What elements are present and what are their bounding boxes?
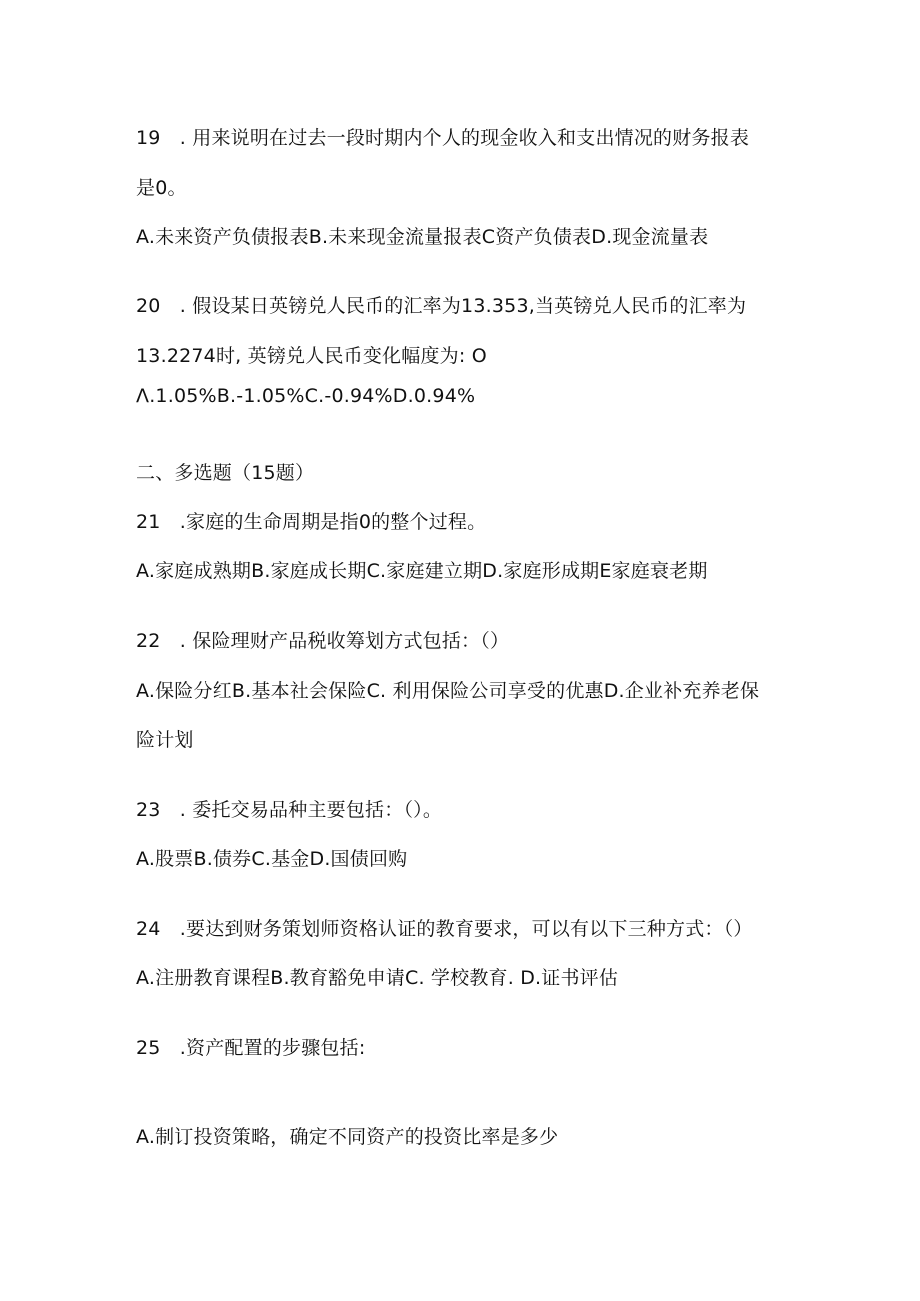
q19-stem-line-2: 是0。 <box>136 177 187 199</box>
q22-options-line-1: A.保险分红B.基本社会保险C. 利用保险公司享受的优惠D.企业补充养老保 <box>136 680 760 702</box>
q20-options: Λ.1.05%B.-1.05%C.-0.94%D.0.94% <box>136 385 476 407</box>
q24-options: A.注册教育课程B.教育豁免申请C. 学校教育. D.证书评估 <box>136 967 619 989</box>
q25-option-a: A.制订投资策略，确定不同资产的投资比率是多少 <box>136 1126 559 1148</box>
q21-stem: 21 .家庭的生命周期是指0的整个过程。 <box>136 511 487 533</box>
section-heading: 二、多选题（15题） <box>136 462 315 484</box>
q23-options: A.股票B.债券C.基金D.国债回购 <box>136 848 408 870</box>
q20-stem-line-2: 13.2274时, 英镑兑人民币变化幅度为: O <box>136 345 487 367</box>
q21-options: A.家庭成熟期B.家庭成长期C.家庭建立期D.家庭形成期E家庭衰老期 <box>136 560 708 582</box>
q23-stem: 23 . 委托交易品种主要包括：（）。 <box>136 799 443 821</box>
q24-stem: 24 .要达到财务策划师资格认证的教育要求，可以有以下三种方式：（） <box>136 918 753 940</box>
q22-options-line-2: 险计划 <box>136 729 194 751</box>
q20-stem-line-1: 20 . 假设某日英镑兑人民币的汇率为13.353,当英镑兑人民币的汇率为 <box>136 295 747 317</box>
q19-options: A.未来资产负债报表B.未来现金流量报表C资产负债表D.现金流量表 <box>136 226 709 248</box>
q22-stem: 22 . 保险理财产品税收筹划方式包括：（） <box>136 630 510 652</box>
q25-stem: 25 .资产配置的步骤包括: <box>136 1037 366 1059</box>
q19-stem-line-1: 19 . 用来说明在过去一段时期内个人的现金收入和支出情况的财务报表 <box>136 127 750 149</box>
